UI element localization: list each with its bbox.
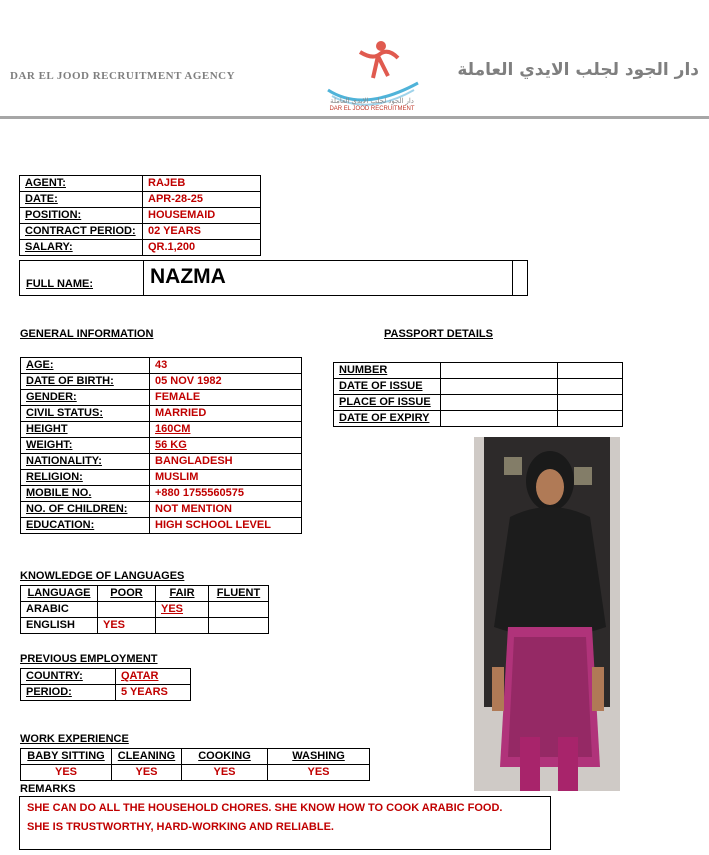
washing-value: YES xyxy=(268,765,370,781)
english-fluent xyxy=(209,618,269,634)
position-value: HOUSEMAID xyxy=(143,208,261,224)
table-row xyxy=(21,502,302,518)
agency-name-english: DAR EL JOOD RECRUITMENT AGENCY xyxy=(10,70,236,82)
table-row xyxy=(21,358,302,374)
baby-sitting-header: BABY SITTING xyxy=(21,749,112,765)
previous-employment-table xyxy=(20,668,191,701)
passport-number-value xyxy=(441,363,558,379)
weight-label: WEIGHT: xyxy=(21,438,150,454)
position-label: POSITION: xyxy=(20,208,143,224)
children-label: NO. OF CHILDREN: xyxy=(21,502,150,518)
table-row xyxy=(21,586,269,602)
nationality-value: BANGLADESH xyxy=(150,454,302,470)
table-row xyxy=(21,669,191,685)
language-header: LANGUAGE xyxy=(21,586,98,602)
passport-extra-cell xyxy=(558,379,623,395)
table-row xyxy=(21,374,302,390)
baby-sitting-value: YES xyxy=(21,765,112,781)
date-of-issue-value xyxy=(441,379,558,395)
remarks-title: REMARKS xyxy=(20,783,76,795)
languages-title: KNOWLEDGE OF LANGUAGES xyxy=(20,570,185,582)
arabic-fair: YES xyxy=(156,602,209,618)
table-row xyxy=(21,454,302,470)
languages-table xyxy=(20,585,269,634)
children-value: NOT MENTION xyxy=(150,502,302,518)
cleaning-header: CLEANING xyxy=(112,749,182,765)
age-value: 43 xyxy=(150,358,302,374)
full-name-divider xyxy=(143,260,144,296)
logo-arabic-text: دار الجود لجلب الايدي العاملة xyxy=(330,98,414,105)
table-row xyxy=(21,438,302,454)
candidate-photo-illustration xyxy=(474,437,620,791)
arabic-poor xyxy=(98,602,156,618)
table-row xyxy=(21,406,302,422)
gender-value: FEMALE xyxy=(150,390,302,406)
civil-status-value: MARRIED xyxy=(150,406,302,422)
education-value: HIGH SCHOOL LEVEL xyxy=(150,518,302,534)
table-row xyxy=(334,363,623,379)
mobile-label: MOBILE NO. xyxy=(21,486,150,502)
passport-extra-cell xyxy=(558,395,623,411)
table-row xyxy=(21,422,302,438)
full-name-value: NAZMA xyxy=(150,265,226,288)
english-poor: YES xyxy=(98,618,156,634)
language-arabic: ARABIC xyxy=(21,602,98,618)
poor-header: POOR xyxy=(98,586,156,602)
header-divider xyxy=(0,116,709,119)
passport-number-label: NUMBER xyxy=(334,363,441,379)
weight-value: 56 KG xyxy=(150,438,302,454)
religion-value: MUSLIM xyxy=(150,470,302,486)
place-of-issue-value xyxy=(441,395,558,411)
table-row xyxy=(21,749,370,765)
gender-label: GENDER: xyxy=(21,390,150,406)
language-english: ENGLISH xyxy=(21,618,98,634)
nationality-label: NATIONALITY: xyxy=(21,454,150,470)
table-row xyxy=(334,411,623,427)
country-value: QATAR xyxy=(116,669,191,685)
height-label: HEIGHT xyxy=(21,422,150,438)
passport-extra-cell xyxy=(558,363,623,379)
english-fair xyxy=(156,618,209,634)
fluent-header: FLUENT xyxy=(209,586,269,602)
table-row xyxy=(21,685,191,701)
fair-header: FAIR xyxy=(156,586,209,602)
agency-name-arabic: دار الجود لجلب الايدي العاملة xyxy=(457,60,699,80)
mobile-value: +880 1755560575 xyxy=(150,486,302,502)
religion-label: RELIGION: xyxy=(21,470,150,486)
table-row xyxy=(21,618,269,634)
cleaning-value: YES xyxy=(112,765,182,781)
table-row xyxy=(334,395,623,411)
table-row xyxy=(21,602,269,618)
dob-label: DATE OF BIRTH: xyxy=(21,374,150,390)
place-of-issue-label: PLACE OF ISSUE xyxy=(334,395,441,411)
cooking-header: COOKING xyxy=(182,749,268,765)
table-row xyxy=(20,240,261,256)
salary-label: SALARY: xyxy=(20,240,143,256)
date-of-expiry-value xyxy=(441,411,558,427)
contract-period-value: 02 YEARS xyxy=(143,224,261,240)
remarks-line-2: SHE IS TRUSTWORTHY, HARD-WORKING AND RELIABLE. xyxy=(27,821,334,833)
table-row xyxy=(21,390,302,406)
date-of-expiry-label: DATE OF EXPIRY xyxy=(334,411,441,427)
full-name-label: FULL NAME: xyxy=(26,278,94,290)
table-row xyxy=(334,379,623,395)
date-value: APR-28-25 xyxy=(143,192,261,208)
work-experience-title: WORK EXPERIENCE xyxy=(20,733,129,745)
contract-period-label: CONTRACT PERIOD: xyxy=(20,224,143,240)
work-experience-table xyxy=(20,748,370,781)
education-label: EDUCATION: xyxy=(21,518,150,534)
table-row xyxy=(20,176,261,192)
civil-status-label: CIVIL STATUS: xyxy=(21,406,150,422)
remarks-line-1: SHE CAN DO ALL THE HOUSEHOLD CHORES. SHE KNOW HOW TO COOK ARABIC FOOD. xyxy=(27,802,503,814)
period-value: 5 YEARS xyxy=(116,685,191,701)
dob-value: 05 NOV 1982 xyxy=(150,374,302,390)
general-info-table xyxy=(20,357,302,534)
date-of-issue-label: DATE OF ISSUE xyxy=(334,379,441,395)
date-label: DATE: xyxy=(20,192,143,208)
height-value: 160CM xyxy=(150,422,302,438)
table-row xyxy=(20,208,261,224)
table-row xyxy=(20,224,261,240)
general-info-title: GENERAL INFORMATION xyxy=(20,328,154,340)
cooking-value: YES xyxy=(182,765,268,781)
arabic-fluent xyxy=(209,602,269,618)
table-row xyxy=(20,192,261,208)
table-row xyxy=(21,765,370,781)
agent-label: AGENT: xyxy=(20,176,143,192)
passport-details-title: PASSPORT DETAILS xyxy=(384,328,493,340)
agent-table xyxy=(19,175,261,256)
passport-extra-cell xyxy=(558,411,623,427)
previous-employment-title: PREVIOUS EMPLOYMENT xyxy=(20,653,158,665)
table-row xyxy=(21,470,302,486)
period-label: PERIOD: xyxy=(21,685,116,701)
remarks-text xyxy=(27,799,547,837)
full-name-divider-end xyxy=(512,260,513,296)
age-label: AGE: xyxy=(21,358,150,374)
washing-header: WASHING xyxy=(268,749,370,765)
passport-table xyxy=(333,362,623,427)
table-row xyxy=(21,486,302,502)
agent-value: RAJEB xyxy=(143,176,261,192)
full-name-box xyxy=(19,260,528,296)
table-row xyxy=(21,518,302,534)
candidate-photo xyxy=(474,437,620,791)
logo-english-text: DAR EL JOOD RECRUITMENT xyxy=(329,106,415,112)
country-label: COUNTRY: xyxy=(21,669,116,685)
salary-value: QR.1,200 xyxy=(143,240,261,256)
